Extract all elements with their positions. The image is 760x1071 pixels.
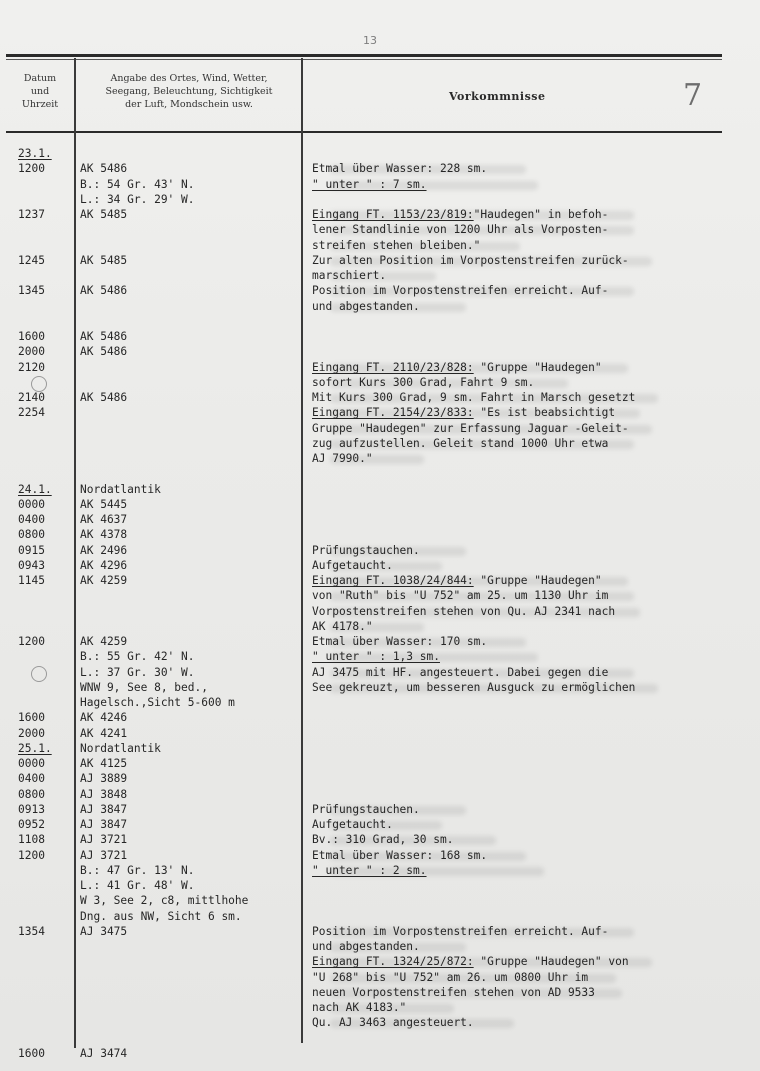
- entry-position: AJ 3848: [80, 788, 128, 801]
- entry-time: 0000: [18, 757, 45, 770]
- entry-event: und abgestanden.: [312, 940, 420, 953]
- entry-time: 1237: [18, 208, 45, 221]
- entry-event: Qu. AJ 3463 angesteuert.: [312, 1016, 474, 1029]
- entry-time: 0913: [18, 803, 45, 816]
- entry-event: Etmal über Wasser: 168 sm.: [312, 849, 488, 862]
- entry-time: 1145: [18, 574, 45, 587]
- entry-event: " unter " : 7 sm.: [312, 178, 427, 191]
- entry-time: 0400: [18, 513, 45, 526]
- entry-position: L.: 34 Gr. 29' W.: [80, 193, 195, 206]
- scan-artifact-circle: [31, 666, 47, 682]
- entry-event: und abgestanden.: [312, 300, 420, 313]
- entry-time: 1600: [18, 1047, 45, 1060]
- entry-position: AK 4241: [80, 727, 128, 740]
- entry-position: Dng. aus NW, Sicht 6 sm.: [80, 910, 242, 923]
- top-rule-thin: [6, 59, 722, 60]
- entry-position: AK 4637: [80, 513, 128, 526]
- entry-event: Etmal über Wasser: 228 sm.: [312, 162, 488, 175]
- entry-position: L.: 41 Gr. 48' W.: [80, 879, 195, 892]
- marginal-mark: 7: [683, 78, 703, 113]
- entry-position: AJ 3475: [80, 925, 128, 938]
- entry-position: AJ 3847: [80, 803, 128, 816]
- entry-position: AK 5485: [80, 254, 128, 267]
- entry-event: Eingang FT. 1038/24/844: "Gruppe "Haudegen": [312, 574, 602, 587]
- entry-position: AJ 3889: [80, 772, 128, 785]
- header-date-column: [8, 72, 72, 111]
- entry-position: AK 5486: [80, 162, 128, 175]
- entry-position: AK 4259: [80, 635, 128, 648]
- entry-event: lener Standlinie von 1200 Uhr als Vorposten-: [312, 223, 609, 236]
- header-date-line-1: Datum: [23, 73, 57, 84]
- top-rule: [6, 54, 722, 57]
- entry-event: Prüfungstauchen.: [312, 803, 420, 816]
- entry-event: AJ 3475 mit HF. angesteuert. Dabei gegen die: [312, 666, 609, 679]
- entry-event: Gruppe "Haudegen" zur Erfassung Jaguar -Geleit-: [312, 422, 629, 435]
- entry-time: 1245: [18, 254, 45, 267]
- entry-position: AK 4246: [80, 711, 128, 724]
- entry-position: AK 4259: [80, 574, 128, 587]
- entry-position: AK 5486: [80, 284, 128, 297]
- entry-event: Eingang FT. 2110/23/828: "Gruppe "Haudegen": [312, 361, 602, 374]
- entry-position: W 3, See 2, c8, mittlhohe: [80, 894, 249, 907]
- column-divider-1: [74, 58, 76, 1048]
- entry-position: AK 4378: [80, 528, 128, 541]
- entry-position: Hagelsch.,Sicht 5-600 m: [80, 696, 235, 709]
- entry-event: Aufgetaucht.: [312, 559, 393, 572]
- entry-position: AK 2496: [80, 544, 128, 557]
- entry-position: AJ 3721: [80, 849, 128, 862]
- entry-position: AK 5485: [80, 208, 128, 221]
- page-number: 13: [363, 34, 377, 47]
- entry-event: Etmal über Wasser: 170 sm.: [312, 635, 488, 648]
- entry-event: Vorpostenstreifen stehen von Qu. AJ 2341 nach: [312, 605, 616, 618]
- entry-time: 0000: [18, 498, 45, 511]
- entry-event: sofort Kurs 300 Grad, Fahrt 9 sm.: [312, 376, 535, 389]
- entry-event: von "Ruth" bis "U 752" am 25. um 1130 Uhr im: [312, 589, 609, 602]
- entry-time: 0943: [18, 559, 45, 572]
- entry-time: 23.1.: [18, 147, 52, 160]
- entry-time: 0915: [18, 544, 45, 557]
- entry-position: AK 5486: [80, 391, 128, 404]
- entry-event: AJ 7990.": [312, 452, 373, 465]
- entry-event: neuen Vorpostenstreifen stehen von AD 9533: [312, 986, 595, 999]
- entry-position: AK 5486: [80, 345, 128, 358]
- entry-time: 2000: [18, 345, 45, 358]
- header-place-column: [78, 72, 300, 111]
- entry-position: B.: 55 Gr. 42' N.: [80, 650, 195, 663]
- entry-position: AJ 3721: [80, 833, 128, 846]
- header-place-line-3: der Luft, Mondschein usw.: [125, 99, 253, 110]
- entry-time: 2140: [18, 391, 45, 404]
- entry-time: 1200: [18, 162, 45, 175]
- entry-event: Prüfungstauchen.: [312, 544, 420, 557]
- entry-time: 1354: [18, 925, 45, 938]
- entry-position: AK 4296: [80, 559, 128, 572]
- entry-event: " unter " : 1,3 sm.: [312, 650, 440, 663]
- entry-position: AK 5445: [80, 498, 128, 511]
- entry-position: AJ 3847: [80, 818, 128, 831]
- entry-event: AK 4178.": [312, 620, 373, 633]
- header-events-title: Vorkommnisse: [449, 90, 546, 103]
- entry-time: 1600: [18, 330, 45, 343]
- entry-position: Nordatlantik: [80, 742, 161, 755]
- entry-event: "U 268" bis "U 752" am 26. um 0800 Uhr im: [312, 971, 589, 984]
- entry-event: streifen stehen bleiben.": [312, 239, 481, 252]
- entry-time: 1108: [18, 833, 45, 846]
- entry-position: Nordatlantik: [80, 483, 161, 496]
- entry-event: nach AK 4183.": [312, 1001, 407, 1014]
- entry-time: 0400: [18, 772, 45, 785]
- entry-event: Eingang FT. 2154/23/833: "Es ist beabsichtigt: [312, 406, 616, 419]
- entry-time: 1345: [18, 284, 45, 297]
- entry-event: Mit Kurs 300 Grad, 9 sm. Fahrt in Marsch gesetzt: [312, 391, 636, 404]
- entry-event: Zur alten Position im Vorpostenstreifen zurück-: [312, 254, 629, 267]
- entry-time: 0952: [18, 818, 45, 831]
- entry-event: marschiert.: [312, 269, 387, 282]
- entry-event: Position im Vorpostenstreifen erreicht. Auf-: [312, 925, 609, 938]
- entry-time: 0800: [18, 528, 45, 541]
- header-date-line-3: Uhrzeit: [21, 99, 59, 110]
- entry-time: 2254: [18, 406, 45, 419]
- entry-event: zug aufzustellen. Geleit stand 1000 Uhr etwa: [312, 437, 609, 450]
- header-place-line-1: Angabe des Ortes, Wind, Wetter,: [110, 73, 268, 84]
- header-date-line-2: und: [30, 86, 50, 97]
- entry-position: AK 4125: [80, 757, 128, 770]
- entry-time: 1200: [18, 635, 45, 648]
- entry-event: Aufgetaucht.: [312, 818, 393, 831]
- entry-position: B.: 47 Gr. 13' N.: [80, 864, 195, 877]
- entry-event: Eingang FT. 1324/25/872: "Gruppe "Haudegen" von: [312, 955, 629, 968]
- entry-position: L.: 37 Gr. 30' W.: [80, 666, 195, 679]
- entry-time: 2120: [18, 361, 45, 374]
- entry-position: AK 5486: [80, 330, 128, 343]
- entry-time: 2000: [18, 727, 45, 740]
- entry-time: 24.1.: [18, 483, 52, 496]
- entry-event: Bv.: 310 Grad, 30 sm.: [312, 833, 454, 846]
- entry-event: Eingang FT. 1153/23/819:"Haudegen" in befoh-: [312, 208, 609, 221]
- entry-position: B.: 54 Gr. 43' N.: [80, 178, 195, 191]
- entry-event: Position im Vorpostenstreifen erreicht. Auf-: [312, 284, 609, 297]
- header-place-line-2: Seegang, Beleuchtung, Sichtigkeit: [105, 86, 273, 97]
- entry-event: See gekreuzt, um besseren Ausguck zu ermöglichen: [312, 681, 636, 694]
- entry-time: 0800: [18, 788, 45, 801]
- entry-time: 1200: [18, 849, 45, 862]
- entry-time: 1600: [18, 711, 45, 724]
- entry-event: " unter " : 2 sm.: [312, 864, 427, 877]
- entry-position: WNW 9, See 8, bed.,: [80, 681, 208, 694]
- entry-position: AJ 3474: [80, 1047, 128, 1060]
- header-rule: [6, 131, 722, 133]
- entry-time: 25.1.: [18, 742, 52, 755]
